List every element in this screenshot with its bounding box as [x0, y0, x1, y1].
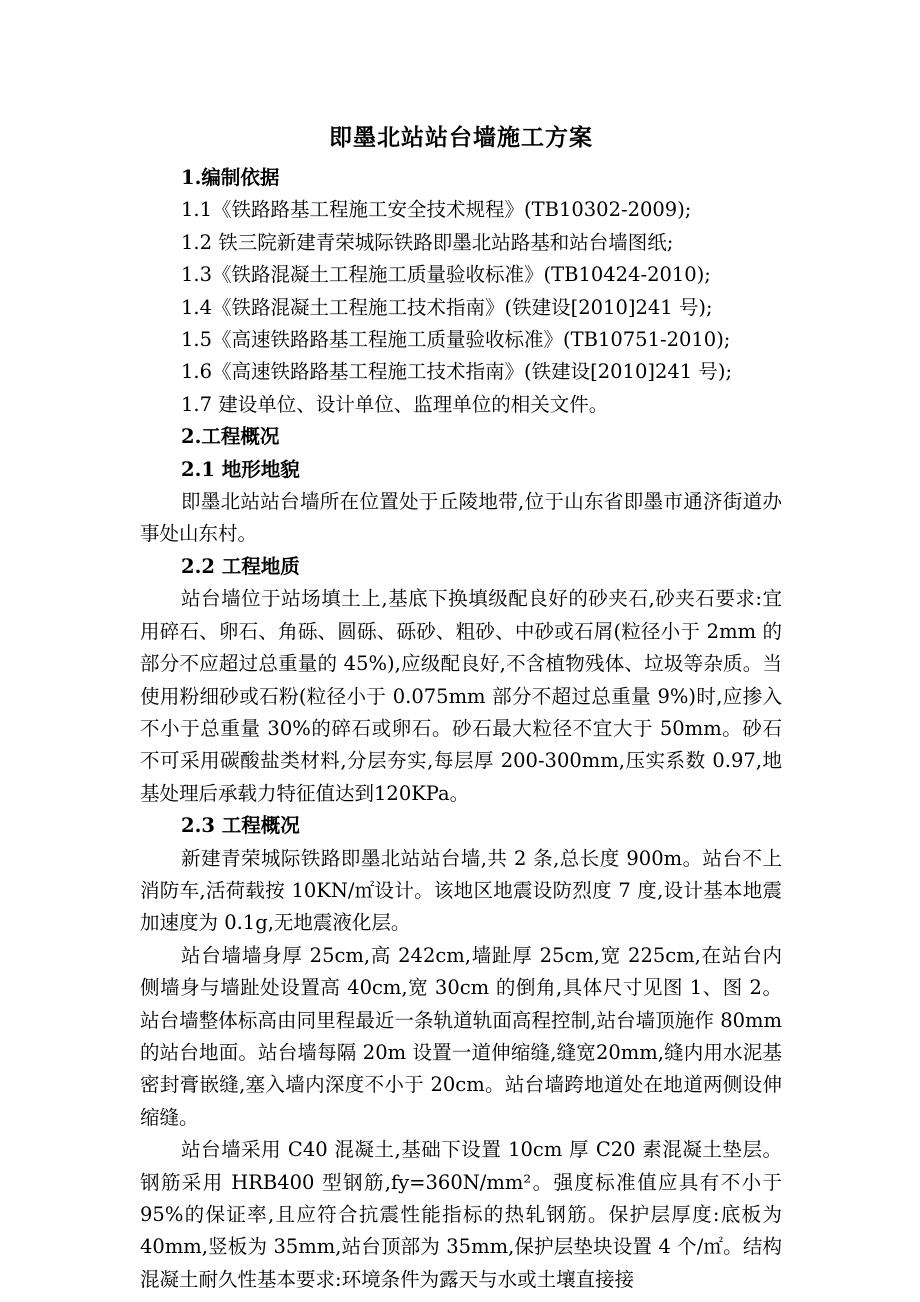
- reference-item: 1.4《铁路混凝土工程施工技术指南》(铁建设[2010]241 号);: [181, 295, 713, 319]
- section-heading-2: 2.工程概况: [181, 425, 280, 449]
- reference-item: 1.1《铁路路基工程施工安全技术规程》(TB10302-2009);: [181, 198, 692, 222]
- paragraph-geology: 站台墙位于站场填土上,基底下换填级配良好的砂夹石,砂夹石要求:宜用碎石、卵石、角砾、圆砾、砾砂、粗砂、中砂或石屑(粒径小于 2mm 的部分不应超过总重量的 45%),应级配良好,不含植物残体、垃圾等杂质。当使用粉细砂或石粉(粒径小于 0.075mm 部分不超过总重量 9%)时,应掺入不小于总重量 30%的碎石或卵石。砂石最大粒径不宜大于 50mm。砂石不可采用碳酸盐类材料,分层夯实,每层厚 200-300mm,压实系数 0.97,地基处理后承载力特征值达到120KPa。: [140, 587, 782, 805]
- subsection-heading-2-3: 2.3 工程概况: [181, 814, 300, 838]
- subsection-heading-2-1: 2.1 地形地貌: [181, 457, 300, 481]
- subsection-heading-2-2: 2.2 工程地质: [181, 554, 300, 578]
- reference-item: 1.7 建设单位、设计单位、监理单位的相关文件。: [181, 392, 609, 416]
- paragraph-materials: 站台墙采用 C40 混凝土,基础下设置 10cm 厚 C20 素混凝土垫层。钢筋采用 HRB400 型钢筋,fy=360N/mm²。强度标准值应具有不小于95%的保证率,且应符合抗震性能指标的热轧钢筋。保护层厚度:底板为 40mm,竖板为 35mm,站台顶部为 35mm,保护层垫块设置 4 个/㎡。结构混凝土耐久性基本要求:环境条件为露天与水或土壤直接接: [140, 1138, 782, 1291]
- reference-item: 1.2 铁三院新建青荣城际铁路即墨北站路基和站台墙图纸;: [181, 230, 674, 254]
- reference-item: 1.5《高速铁路路基工程施工质量验收标准》(TB10751-2010);: [181, 328, 731, 352]
- document-title: 即墨北站站台墙施工方案: [329, 124, 593, 151]
- paragraph-terrain: 即墨北站站台墙所在位置处于丘陵地带,位于山东省即墨市通济街道办事处山东村。: [140, 490, 782, 546]
- paragraph-wall-dimensions: 站台墙墙身厚 25cm,高 242cm,墙趾厚 25cm,宽 225cm,在站台内侧墙身与墙趾处设置高 40cm,宽 30cm 的倒角,具体尺寸见图 1、图 2。站台墙整体标高由同里程最近一条轨道轨面高程控制,站台墙顶施作 80mm 的站台地面。站台墙每隔 20m 设置一道伸缩缝,缝宽20mm,缝内用水泥基密封膏嵌缝,塞入墙内深度不小于 20cm。站台墙跨地道处在地道两侧设伸缩缝。: [140, 943, 782, 1129]
- reference-item: 1.3《铁路混凝土工程施工质量验收标准》(TB10424-2010);: [181, 263, 711, 287]
- section-heading-1: 1.编制依据: [181, 166, 280, 189]
- reference-item: 1.6《高速铁路路基工程施工技术指南》(铁建设[2010]241 号);: [181, 360, 733, 384]
- paragraph-overview: 新建青荣城际铁路即墨北站站台墙,共 2 条,总长度 900m。站台不上消防车,活荷载按 10KN/㎡设计。该地区地震设防烈度 7 度,设计基本地震加速度为 0.1g,无地震液化层。: [140, 846, 782, 935]
- document-page: [140, 118, 782, 1296]
